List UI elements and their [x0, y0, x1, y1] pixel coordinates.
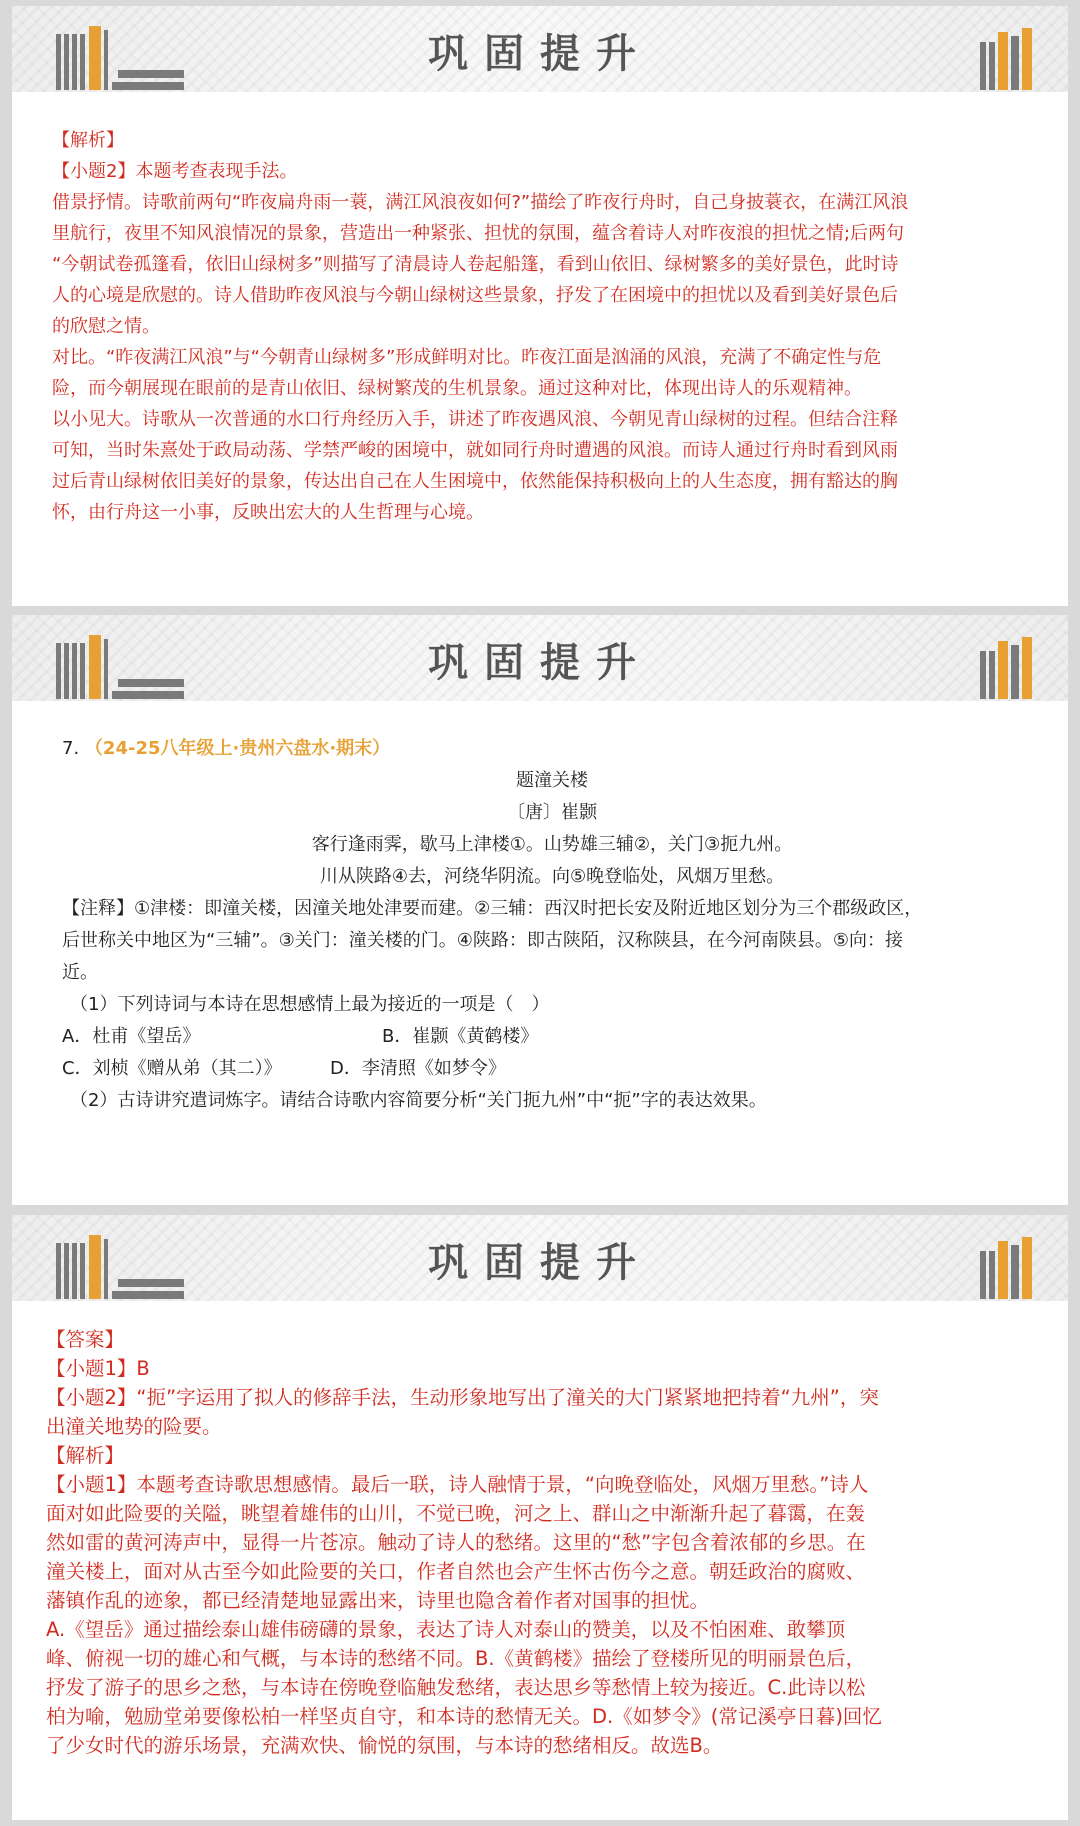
banner [12, 6, 1068, 92]
text-line: 出潼关地势的险要。 [46, 1415, 222, 1438]
text-line: 【小题1】本题考查诗歌思想感情。最后一联，诗人融情于景，“向晚登临处，风烟万里愁。”诗人 [46, 1473, 869, 1496]
poem-author: 〔唐〕崔颢 [507, 802, 597, 823]
text-line: 潼关楼上，面对从古至今如此险要的关口，作者自然也会产生怀古伤今之意。朝廷政治的腐败、 [46, 1560, 866, 1583]
banner [12, 615, 1068, 701]
text-line: 过后青山绿树依旧美好的景象，传达出自己在人生困境中，依然能保持积极向上的人生态度，拥有豁达的胸 [52, 471, 898, 492]
text-line: 的欣慰之情。 [52, 316, 160, 337]
option-c: C．刘桢《赠从弟（其二）》 [62, 1058, 282, 1079]
question-block [62, 733, 1042, 1117]
text-line: 然如雷的黄河涛声中，显得一片苍凉。触动了诗人的愁绪。这里的“愁”字包含着浓郁的乡思。在 [46, 1531, 866, 1554]
options-row [62, 1021, 1042, 1053]
text-line: 了少女时代的游乐场景，充满欢快、愉悦的氛围，与本诗的愁绪相反。故选B。 [46, 1734, 723, 1757]
text-line: 【小题1】B [46, 1357, 150, 1380]
text-line: 人的心境是欣慰的。诗人借助昨夜风浪与今朝山绿树这些景象，抒发了在困境中的担忧以及看到美好景色后 [52, 285, 898, 306]
text-line: 借景抒情。诗歌前两句“昨夜扁舟雨一蓑，满江风浪夜如何?”描绘了昨夜行舟时，自己身披蓑衣，在满江风浪 [52, 192, 909, 213]
question-header [62, 733, 1042, 765]
poem-line: 客行逢雨霁，歇马上津楼①。山势雄三辅②，关门③扼九州。 [311, 834, 793, 855]
text-line: 【答案】 [46, 1328, 125, 1351]
text-line: 藩镇作乱的迹象，都已经清楚地显露出来，诗里也隐含着作者对国事的担忧。 [46, 1589, 710, 1612]
text-line: A.《望岳》通过描绘泰山雄伟磅礴的景象，表达了诗人对泰山的赞美，以及不怕困难、敢攀顶 [46, 1618, 846, 1641]
books-icon [980, 629, 1040, 699]
slide-3 [12, 1215, 1068, 1820]
banner-title: 巩固提升 [428, 1240, 652, 1286]
books-icon [980, 20, 1040, 90]
text-line: 抒发了游子的思乡之愁，与本诗在傍晚登临触发愁绪，表达思乡等愁情上较为接近。C.此诗以松 [46, 1676, 866, 1699]
sub-question-2: （2）古诗讲究遣词炼字。请结合诗歌内容简要分析“关门扼九州”中“扼”字的表达效果。 [70, 1090, 767, 1111]
banner-title: 巩固提升 [428, 640, 652, 686]
text-line: 【解析】 [52, 130, 124, 151]
text-line: 怀，由行舟这一小事，反映出宏大的人生哲理与心境。 [52, 502, 484, 523]
analysis-text [52, 125, 1052, 528]
notes-line: 近。 [62, 962, 98, 983]
notes-line: 【注释】①津楼：即潼关楼，因潼关地处津要而建。②三辅：西汉时把长安及附近地区划分为三个郡级政区， [62, 898, 923, 919]
banner [12, 1215, 1068, 1301]
poem-line: 川从陕路④去，河绕华阴流。向⑤晚登临处，风烟万里愁。 [319, 866, 785, 887]
slide-2 [12, 615, 1068, 1205]
question-source: （24-25八年级上·贵州六盘水·期末） [84, 738, 391, 759]
banner-title: 巩固提升 [428, 31, 652, 77]
text-line: 以小见大。诗歌从一次普通的水口行舟经历入手，讲述了昨夜遇风浪、今朝见青山绿树的过程。但结合注释 [52, 409, 898, 430]
poem-title: 题潼关楼 [516, 770, 588, 791]
text-line: 【小题2】本题考查表现手法。 [52, 161, 298, 182]
option-d: D．李清照《如梦令》 [330, 1058, 506, 1079]
text-line: 对比。“昨夜满江风浪”与“今朝青山绿树多”形成鲜明对比。昨夜江面是汹涌的风浪，充满了不确定性与危 [52, 347, 882, 368]
text-line: 面对如此险要的关隘，眺望着雄伟的山川，不觉已晚，河之上、群山之中渐渐升起了暮霭，在轰 [46, 1502, 866, 1525]
text-line: 险，而今朝展现在眼前的是青山依旧、绿树繁茂的生机景象。通过这种对比，体现出诗人的乐观精神。 [52, 378, 862, 399]
options-row [62, 1053, 1042, 1085]
notes-line: 后世称关中地区为“三辅”。③关门：潼关楼的门。④陕路：即古陕陌，汉称陕县，在今河南陕县。⑤向：接 [62, 930, 904, 951]
text-line: 柏为喻，勉励堂弟要像松柏一样坚贞自守，和本诗的愁情无关。D.《如梦令》(常记溪亭日暮)回忆 [46, 1705, 882, 1728]
text-line: 【解析】 [46, 1444, 125, 1467]
question-number: 7. [62, 738, 80, 759]
option-a: A．杜甫《望岳》 [62, 1026, 201, 1047]
text-line: 峰、俯视一切的雄心和气概，与本诗的愁绪不同。B.《黄鹤楼》描绘了登楼所见的明丽景色后， [46, 1647, 866, 1670]
text-line: 可知，当时朱熹处于政局动荡、学禁严峻的困境中，就如同行舟时遭遇的风浪。而诗人通过行舟时看到风雨 [52, 440, 898, 461]
sub-question-1: （1）下列诗词与本诗在思想感情上最为接近的一项是（ ） [70, 994, 550, 1015]
text-line: 里航行，夜里不知风浪情况的景象，营造出一种紧张、担忧的氛围，蕴含着诗人对昨夜浪的担忧之情;后两句 [52, 223, 905, 244]
option-b: B．崔颢《黄鹤楼》 [382, 1026, 539, 1047]
text-line: 【小题2】“扼”字运用了拟人的修辞手法，生动形象地写出了潼关的大门紧紧地把持着“九州”，突 [46, 1386, 879, 1409]
text-line: “今朝试卷孤篷看，依旧山绿树多”则描写了清晨诗人卷起船篷，看到山依旧、绿树繁多的美好景色，此时诗 [52, 254, 899, 275]
answer-text [46, 1325, 1056, 1760]
slide-1 [12, 6, 1068, 606]
books-icon [980, 1229, 1040, 1299]
